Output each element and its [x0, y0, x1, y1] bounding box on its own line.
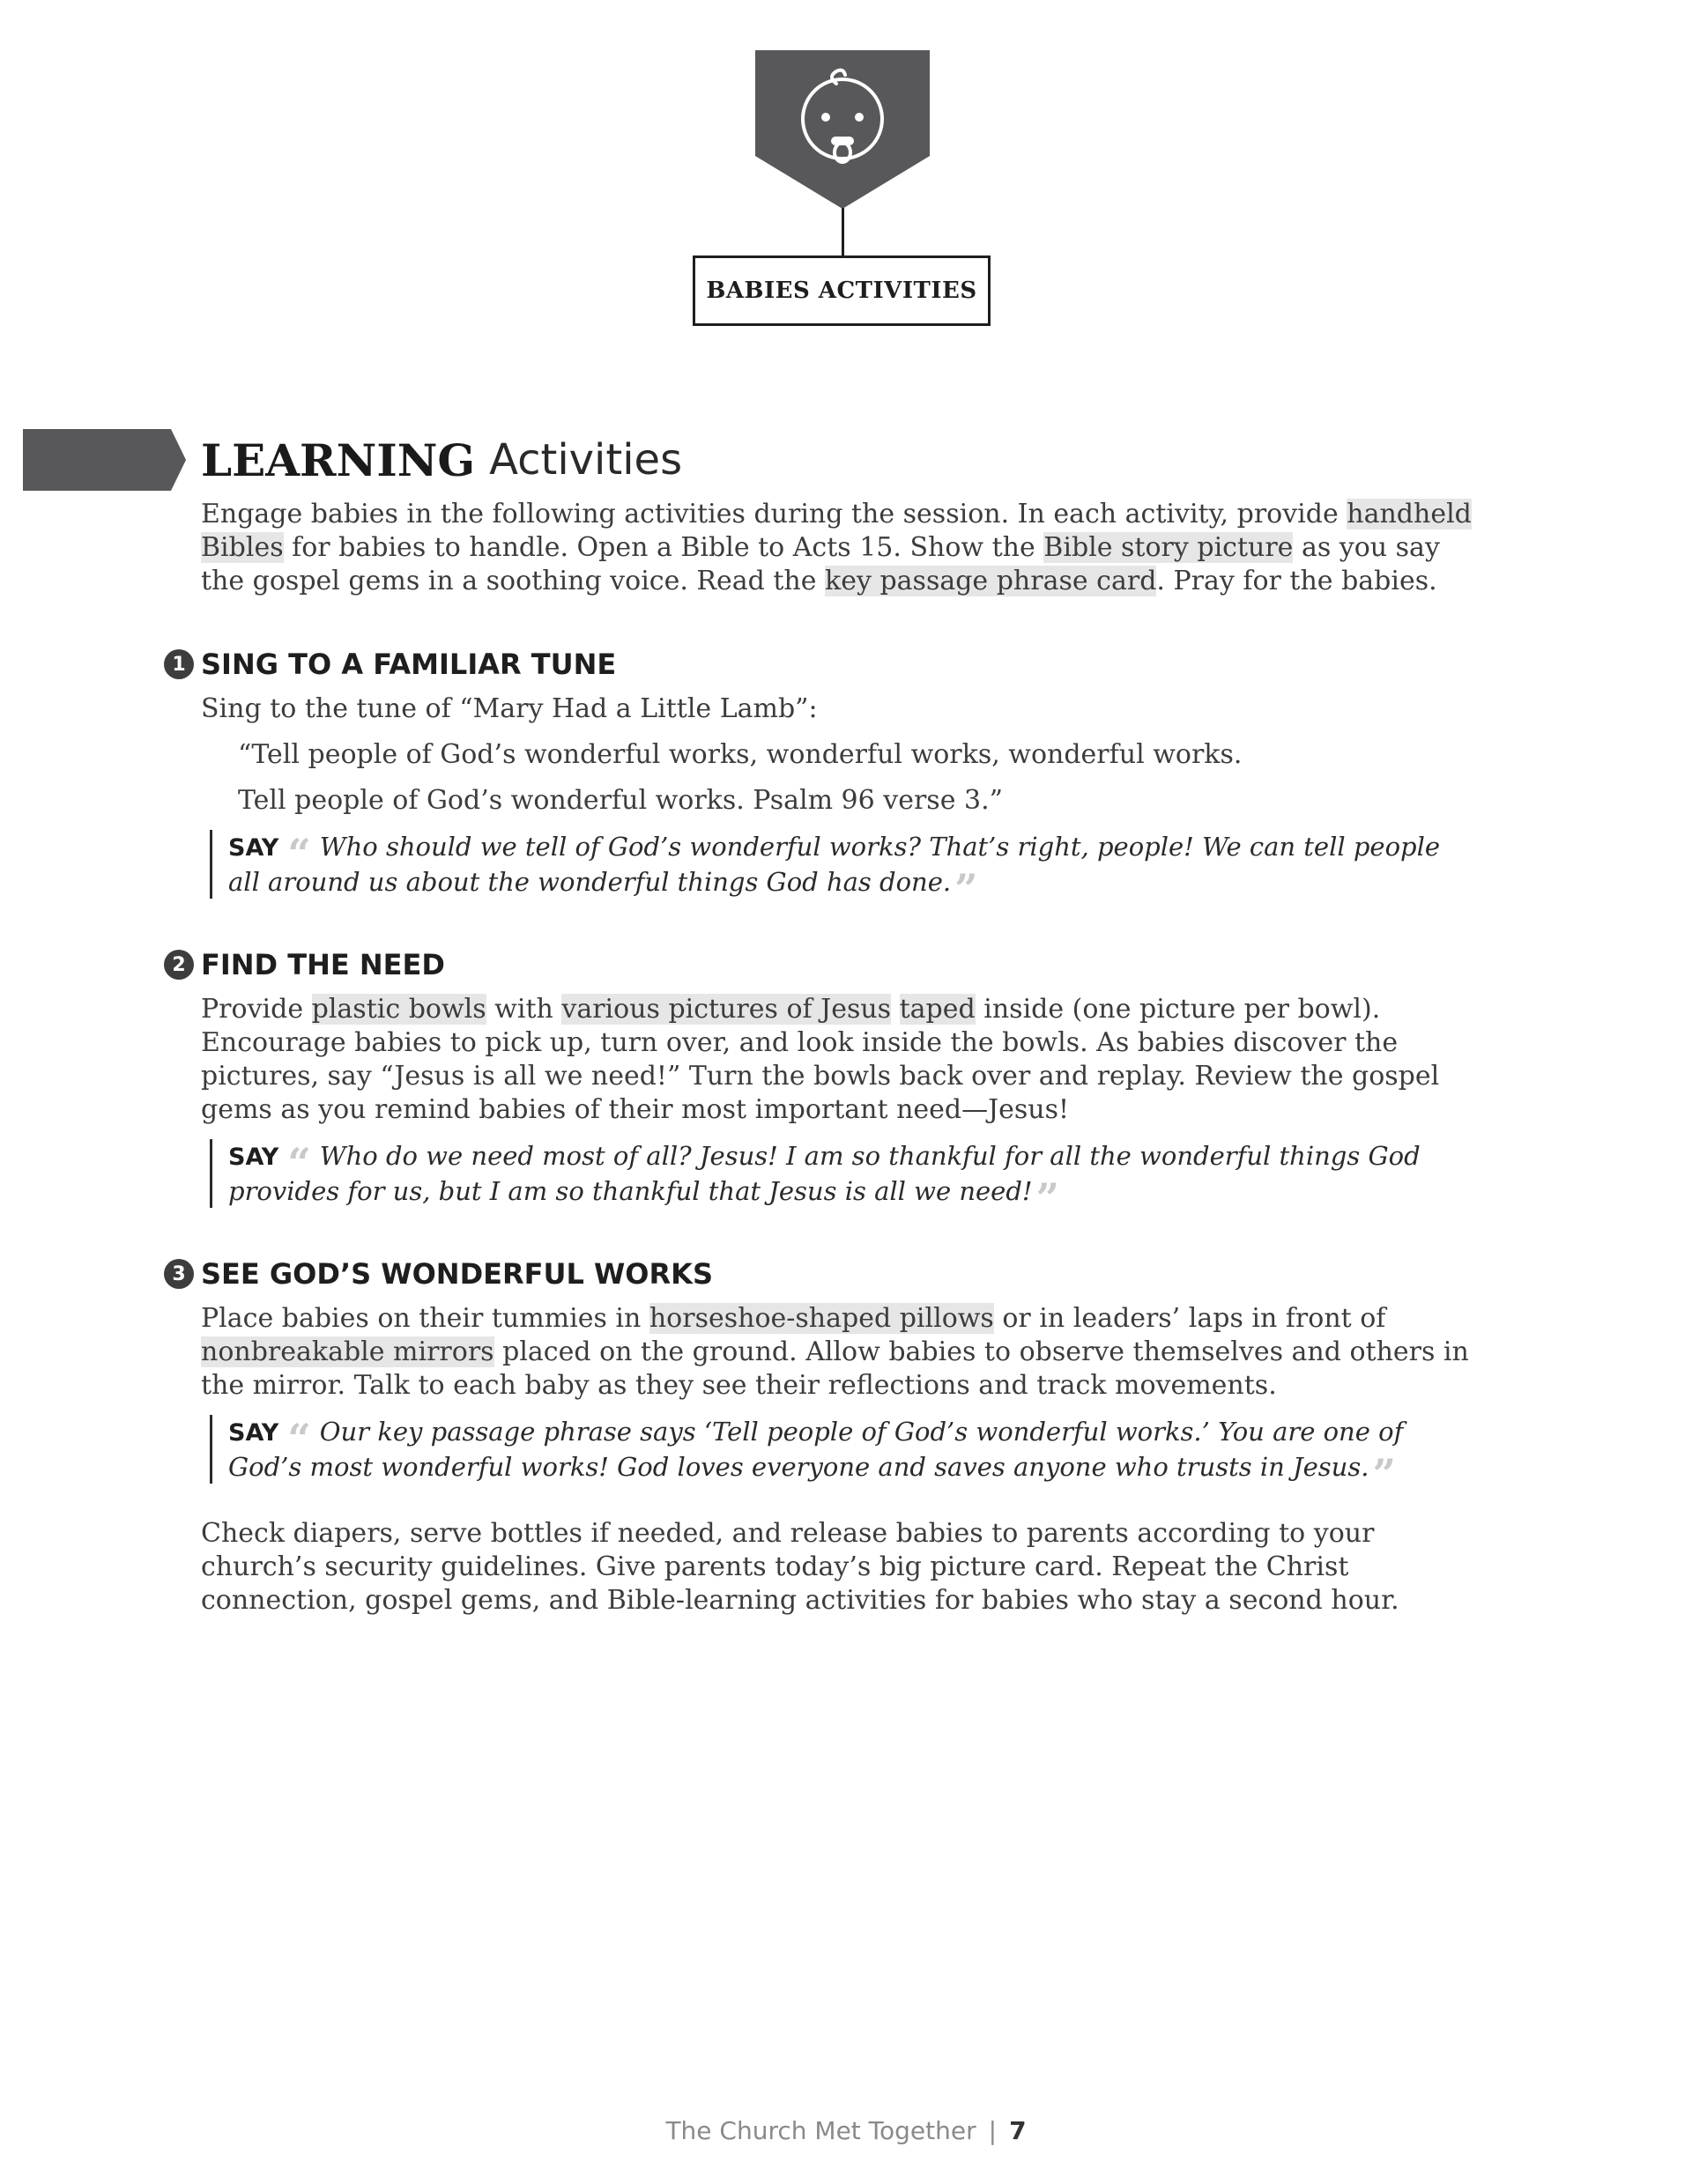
say-text: Who should we tell of God’s wonderful works? That’s right, people! We can tell people all around us about the wonderful things God has done.: [228, 832, 1441, 897]
page-footer: [0, 2116, 1692, 2145]
activity-number: 2: [164, 950, 194, 980]
activity-1: [172, 645, 1488, 913]
section-title-bold: LEARNING: [201, 433, 476, 486]
activity-number: 3: [164, 1259, 194, 1289]
body-text: Sing to the tune of “Mary Had a Little Lamb”:: [201, 693, 818, 724]
highlighted-supply: horseshoe-shaped pillows: [649, 1303, 994, 1334]
say-text: Our key passage phrase says ‘Tell people of God’s wonderful works.’ You are one of God’s most wonderful works! God loves everyone and saves anyone who trusts in Jesus.: [228, 1417, 1404, 1482]
babies-badge: [755, 50, 930, 209]
activity-2: [172, 945, 1488, 1222]
say-label: SAY: [228, 834, 279, 862]
activity-heading: [164, 945, 1488, 984]
highlighted-supply: handheld Bibles: [201, 499, 1472, 563]
main-content: [172, 498, 1488, 1618]
body-text: . Pray for the babies.: [1156, 566, 1437, 596]
open-quote-icon: “: [287, 1139, 311, 1187]
activity-body: [201, 1302, 1488, 1403]
activity-title: FIND THE NEED: [201, 948, 445, 981]
badge-connector-line: [842, 208, 844, 256]
close-quote-icon: ”: [1035, 1174, 1060, 1222]
highlighted-supply: taped: [899, 994, 976, 1025]
activity-heading: [164, 1255, 1488, 1293]
body-text: with: [486, 994, 562, 1025]
section-title: [201, 429, 682, 491]
page-number: 7: [1009, 2116, 1027, 2145]
activity-number: 1: [164, 649, 194, 679]
open-quote-icon: “: [287, 830, 311, 877]
activity-heading: [164, 645, 1488, 684]
activity-body: [201, 993, 1488, 1127]
baby-face-icon: [755, 50, 930, 209]
say-callout: [210, 1139, 1453, 1222]
highlighted-supply: plastic bowls: [311, 994, 486, 1025]
section-flag-arrow: [23, 429, 186, 491]
body-text: placed on the ground. Allow babies to observe themselves and others in the mirror. Talk to each baby as they see their reflections and track movements.: [201, 1336, 1469, 1401]
body-text: for babies to handle. Open a Bible to Acts 15. Show the: [283, 532, 1044, 563]
body-text: [891, 994, 900, 1025]
highlighted-supply: nonbreakable mirrors: [201, 1336, 494, 1367]
highlighted-supply: key passage phrase card: [825, 566, 1157, 596]
say-label: SAY: [228, 1419, 279, 1447]
activity-title: SING TO A FAMILIAR TUNE: [201, 648, 617, 681]
close-quote-icon: ”: [1372, 1450, 1396, 1498]
body-text: or in leaders’ laps in front of: [993, 1303, 1386, 1334]
activity-title: SEE GOD’S WONDERFUL WORKS: [201, 1257, 713, 1291]
activity-body: [201, 692, 1488, 726]
highlighted-supply: Bible story picture: [1043, 532, 1294, 563]
activities-list: [172, 645, 1488, 1498]
body-text: inside (one picture per bowl). Encourage babies to pick up, turn over, and look inside the bowls. As babies discover the pictures, say “Jesus is all we need!” Turn the bowls back over and replay. Review the gospel gems as you remind babies of their most important need—Jesus!: [201, 994, 1440, 1125]
body-text: as you say the gospel gems in a soothing voice. Read the: [201, 532, 1440, 596]
open-quote-icon: “: [287, 1415, 311, 1462]
babies-activities-label: BABIES ACTIVITIES: [693, 255, 991, 326]
song-lyric: “Tell people of God’s wonderful works, wonderful works, wonderful works.: [238, 739, 1243, 770]
highlighted-supply: various pictures of Jesus: [561, 994, 892, 1025]
say-label: SAY: [228, 1144, 279, 1171]
activity-3: [172, 1255, 1488, 1498]
body-text: Engage babies in the following activities during the session. In each activity, provide: [201, 499, 1347, 529]
say-callout: [210, 830, 1453, 913]
say-text: Who do we need most of all? Jesus! I am so thankful for all the wonderful things God provides for us, but I am so thankful that Jesus is all we need!: [228, 1141, 1421, 1206]
body-text: Place babies on their tummies in: [201, 1303, 649, 1334]
close-quote-icon: ”: [954, 865, 978, 913]
closing-paragraph: Check diapers, serve bottles if needed, and release babies to parents according to your church’s security guidelines. Give parents today’s big picture card. Repeat the Christ connection, gospel gems, and Bible-learning activities for babies who stay a second hour.: [201, 1518, 1399, 1616]
section-title-light: Activities: [489, 435, 683, 485]
say-callout: [210, 1415, 1453, 1498]
intro-paragraph: [201, 498, 1488, 598]
footer-title: The Church Met Together: [665, 2116, 976, 2145]
song-lyric: Tell people of God’s wonderful works. Psalm 96 verse 3.”: [238, 785, 1003, 816]
footer-separator: |: [988, 2116, 998, 2145]
body-text: Provide: [201, 994, 312, 1025]
